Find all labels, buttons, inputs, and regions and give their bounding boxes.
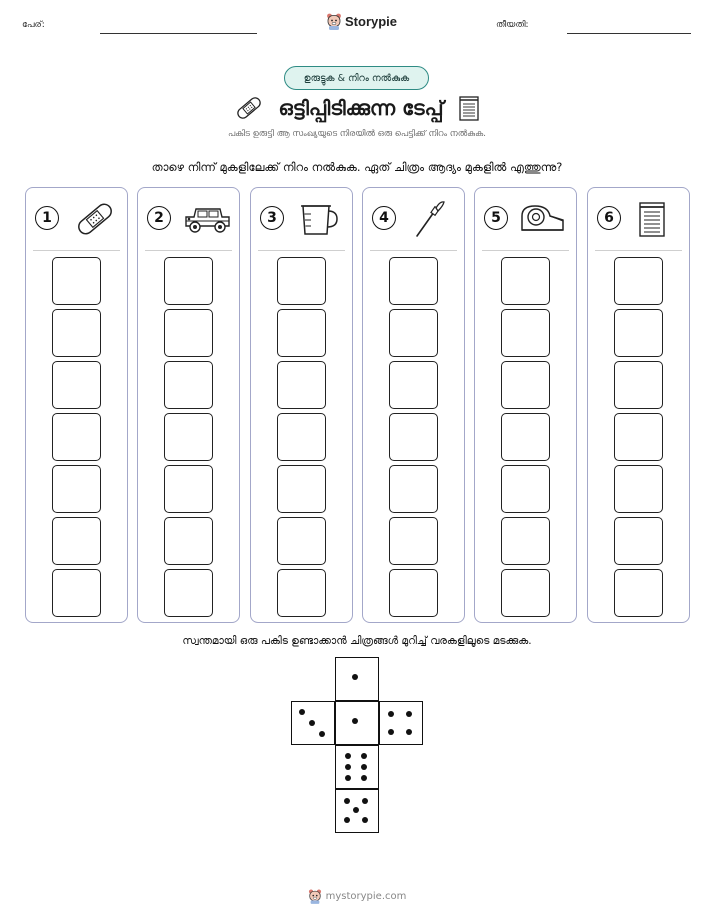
column-divider — [145, 250, 232, 251]
die-pip — [362, 817, 368, 823]
color-box[interactable] — [277, 517, 326, 565]
color-box[interactable] — [501, 413, 550, 461]
die-face-4 — [379, 701, 423, 745]
bear-mascot-icon — [326, 12, 342, 30]
column-number: 6 — [597, 206, 621, 230]
column-1 — [25, 187, 128, 623]
color-box[interactable] — [614, 361, 663, 409]
name-label: പേര്: — [22, 20, 45, 30]
column-number: 5 — [484, 206, 508, 230]
subtitle: പകിട ഉരുട്ടി ആ സംഖ്യയുടെ നിരയിൽ ഒരു പെട്ടിക്ക് നിറം നൽകുക. — [228, 129, 486, 139]
color-box[interactable] — [52, 257, 101, 305]
color-box[interactable] — [52, 517, 101, 565]
color-box[interactable] — [52, 413, 101, 461]
die-pip — [361, 764, 367, 770]
measuring-cup-icon — [295, 200, 345, 238]
color-box[interactable] — [164, 517, 213, 565]
bear-mascot-icon — [308, 888, 322, 904]
color-box[interactable] — [277, 569, 326, 617]
color-box[interactable] — [277, 465, 326, 513]
die-pip — [344, 798, 350, 804]
worksheet-title: ഒട്ടിപ്പിടിക്കുന്ന ടേപ്പ് — [278, 96, 444, 120]
die-pip — [361, 775, 367, 781]
die-pip — [406, 711, 412, 717]
date-line[interactable] — [567, 33, 691, 34]
color-box[interactable] — [164, 257, 213, 305]
column-divider — [370, 250, 457, 251]
column-number: 2 — [147, 206, 171, 230]
brand-name: Storypie — [345, 13, 398, 29]
die-pip — [353, 807, 359, 813]
color-box[interactable] — [614, 517, 663, 565]
instruction: താഴെ നിന്ന് മുകളിലേക്ക് നിറം നൽകുക. ഏത് ചിത്രം ആദ്യം മുകളിൽ എത്തുന്നു? — [151, 160, 563, 174]
color-box[interactable] — [614, 413, 663, 461]
die-pip — [309, 720, 315, 726]
color-box[interactable] — [501, 361, 550, 409]
color-box[interactable] — [277, 309, 326, 357]
color-box[interactable] — [52, 569, 101, 617]
color-box[interactable] — [277, 413, 326, 461]
die-pip — [344, 817, 350, 823]
die-pip — [345, 753, 351, 759]
die-face-1-center — [335, 701, 379, 745]
notepad-icon — [458, 94, 480, 122]
color-box[interactable] — [52, 309, 101, 357]
die-face-1-top — [335, 657, 379, 701]
color-box[interactable] — [277, 257, 326, 305]
color-box[interactable] — [389, 361, 438, 409]
cut-instruction: സ്വന്തമായി ഒരു പകിട ഉണ്ടാക്കാൻ ചിത്രങ്ങൾ മുറിച്ച് വരകളിലൂടെ മടക്കുക. — [182, 635, 532, 647]
date-label: തീയതി: — [496, 20, 529, 30]
color-box[interactable] — [389, 517, 438, 565]
color-box[interactable] — [164, 309, 213, 357]
activity-badge: ഉരുട്ടുക & നിറം നൽകുക — [284, 66, 429, 90]
die-pip — [352, 674, 358, 680]
column-divider — [33, 250, 120, 251]
footer — [0, 886, 714, 906]
title-row — [0, 91, 714, 125]
color-box[interactable] — [614, 465, 663, 513]
die-pip — [362, 798, 368, 804]
column-divider — [595, 250, 682, 251]
die-pip — [299, 709, 305, 715]
die-pip — [388, 729, 394, 735]
color-box[interactable] — [501, 569, 550, 617]
color-box[interactable] — [389, 309, 438, 357]
color-box[interactable] — [164, 465, 213, 513]
color-box[interactable] — [52, 361, 101, 409]
die-pip — [406, 729, 412, 735]
die-pip — [361, 753, 367, 759]
column-5 — [474, 187, 577, 623]
die-face-3 — [291, 701, 335, 745]
jeep-icon — [182, 200, 232, 238]
color-box[interactable] — [614, 569, 663, 617]
die-pip — [388, 711, 394, 717]
column-header — [475, 188, 576, 250]
footer-url[interactable]: mystorypie.com — [325, 890, 407, 902]
tape-dispenser-icon — [519, 200, 569, 238]
color-box[interactable] — [614, 257, 663, 305]
color-box[interactable] — [501, 309, 550, 357]
column-divider — [482, 250, 569, 251]
color-box[interactable] — [501, 465, 550, 513]
bandage-icon — [70, 200, 120, 238]
paintbrush-icon — [407, 200, 457, 238]
column-2 — [137, 187, 240, 623]
color-box[interactable] — [164, 361, 213, 409]
color-box[interactable] — [277, 361, 326, 409]
column-header — [588, 188, 689, 250]
color-box[interactable] — [389, 569, 438, 617]
color-box[interactable] — [389, 413, 438, 461]
name-line[interactable] — [100, 33, 257, 34]
storypie-logo — [326, 12, 397, 30]
color-box[interactable] — [389, 465, 438, 513]
notepad-icon — [632, 200, 682, 238]
column-number: 4 — [372, 206, 396, 230]
column-header — [26, 188, 127, 250]
die-pip — [352, 718, 358, 724]
column-header — [251, 188, 352, 250]
die-pip — [345, 764, 351, 770]
die-pip — [345, 775, 351, 781]
color-box[interactable] — [164, 413, 213, 461]
color-box[interactable] — [389, 257, 438, 305]
color-box[interactable] — [52, 465, 101, 513]
column-number: 3 — [260, 206, 284, 230]
column-header — [138, 188, 239, 250]
column-4 — [362, 187, 465, 623]
color-box[interactable] — [501, 517, 550, 565]
column-number: 1 — [35, 206, 59, 230]
color-box[interactable] — [501, 257, 550, 305]
color-box[interactable] — [614, 309, 663, 357]
column-6 — [587, 187, 690, 623]
bandage-icon — [234, 93, 264, 123]
column-3 — [250, 187, 353, 623]
column-divider — [258, 250, 345, 251]
color-box[interactable] — [164, 569, 213, 617]
die-pip — [319, 731, 325, 737]
column-header — [363, 188, 464, 250]
die-face-6 — [335, 745, 379, 789]
die-face-5 — [335, 789, 379, 833]
